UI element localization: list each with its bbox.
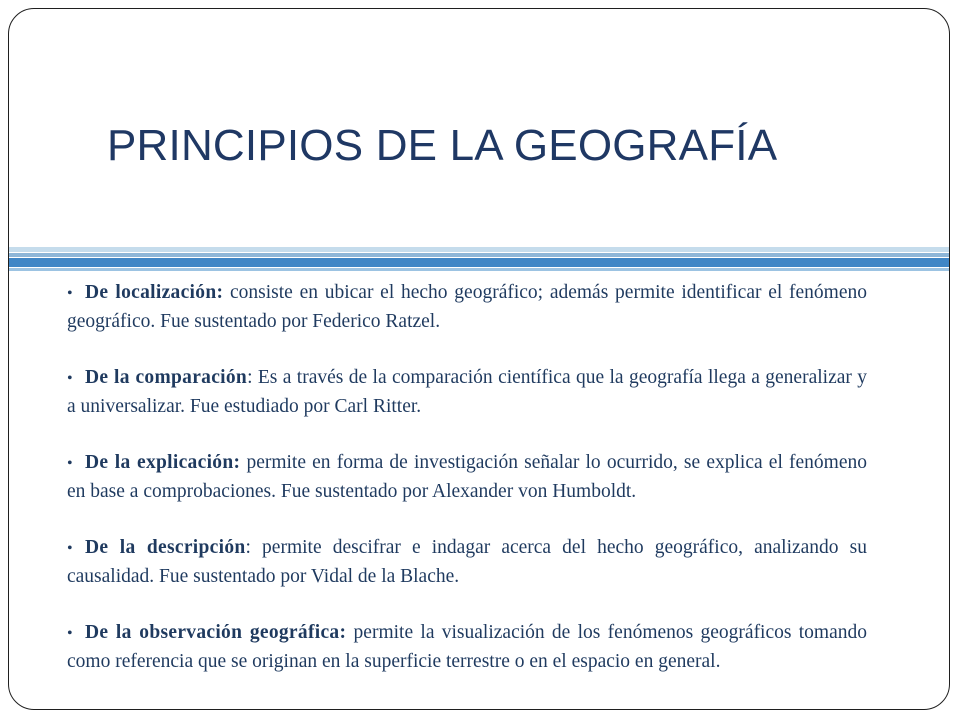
principle-term: De la comparación: [85, 367, 248, 388]
principle-text: : Es a través de la comparación científica que la geografía llega a generalizar y a universalizar. Fue estudiado por Carl Ritter.: [67, 367, 868, 417]
principle-localizacion: [67, 279, 867, 336]
bullet-icon: •: [67, 455, 73, 472]
divider-band-mid: [9, 253, 949, 257]
principle-term: De localización:: [85, 282, 224, 303]
principle-descripcion: [67, 534, 867, 591]
divider-band-main: [9, 258, 949, 267]
bullet-icon: •: [67, 285, 73, 302]
principle-text: permite en forma de investigación señalar lo ocurrido, se explica el fenómeno en base a comprobaciones. Fue sustentado por Alexander von Humboldt.: [67, 452, 867, 502]
principle-term: De la explicación:: [85, 452, 241, 473]
principle-text: permite la visualización de los fenómenos geográficos tomando como referencia que se originan en la superficie terrestre o en el espacio en general.: [67, 622, 868, 672]
principle-explicacion: [67, 449, 867, 506]
bullet-icon: •: [67, 370, 73, 387]
title-divider: [9, 247, 949, 273]
slide-title: PRINCIPIOS DE LA GEOGRAFÍA: [107, 121, 778, 170]
slide: [8, 8, 950, 710]
divider-band-bottom: [9, 268, 949, 271]
principle-term: De la observación geográfica:: [85, 622, 347, 643]
principle-comparacion: [67, 364, 867, 421]
principle-text: : permite descifrar e indagar acerca del hecho geográfico, analizando su causalidad. Fue sustentado por Vidal de la Blache.: [67, 537, 867, 587]
principles-list: [67, 279, 867, 676]
principle-text: consiste en ubicar el hecho geográfico; además permite identificar el fenómeno geográfico. Fue sustentado por Federico Ratzel.: [67, 282, 867, 332]
bullet-icon: •: [67, 625, 73, 642]
principle-observacion: [67, 619, 867, 676]
divider-band-light: [9, 247, 949, 252]
principle-term: De la descripción: [85, 537, 246, 558]
bullet-icon: •: [67, 540, 73, 557]
